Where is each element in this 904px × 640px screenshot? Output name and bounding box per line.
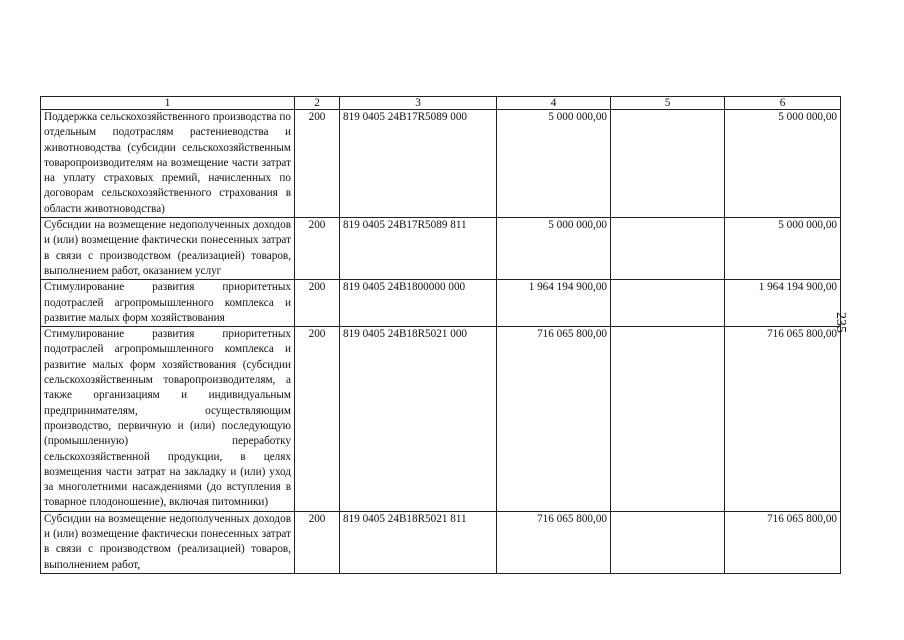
table-header-row [41,97,841,110]
budget-table [40,96,841,574]
column-header: 4 [497,97,611,110]
table-row [41,280,841,327]
row-amount-col6: 5 000 000,00 [725,110,841,218]
row-amount-col4: 716 065 800,00 [497,511,611,573]
row-gr-code: 200 [295,280,340,327]
row-description: Субсидии на возмещение недополученных доходов и (или) возмещение фактически понесенных затрат в связи с производством (реализацией) товаров, выполнением работ, [41,511,295,573]
row-gr-code: 200 [295,327,340,512]
row-amount-col5 [611,327,725,512]
column-header: 6 [725,97,841,110]
row-amount-col5 [611,511,725,573]
row-gr-code: 200 [295,511,340,573]
page-bottom-margin [0,605,904,640]
row-gr-code: 200 [295,218,340,280]
row-amount-col6: 1 964 194 900,00 [725,280,841,327]
row-budget-code: 819 0405 24B17R5089 000 [340,110,497,218]
column-header: 2 [295,97,340,110]
row-budget-code: 819 0405 24B1800000 000 [340,280,497,327]
table-row [41,327,841,512]
page-number: 235 [833,312,848,333]
row-budget-code: 819 0405 24B17R5089 811 [340,218,497,280]
row-amount-col5 [611,110,725,218]
row-description: Стимулирование развития приоритетных подотраслей агропромышленного комплекса и развитие малых форм хозяйствования [41,280,295,327]
row-amount-col4: 1 964 194 900,00 [497,280,611,327]
row-amount-col6: 5 000 000,00 [725,218,841,280]
row-amount-col4: 716 065 800,00 [497,327,611,512]
table-row [41,511,841,573]
column-header: 5 [611,97,725,110]
table-row [41,218,841,280]
row-amount-col4: 5 000 000,00 [497,110,611,218]
row-budget-code: 819 0405 24B18R5021 811 [340,511,497,573]
row-amount-col6: 716 065 800,00 [725,327,841,512]
column-header: 1 [41,97,295,110]
row-amount-col5 [611,280,725,327]
row-amount-col4: 5 000 000,00 [497,218,611,280]
column-header: 3 [340,97,497,110]
table-row [41,110,841,218]
row-amount-col5 [611,218,725,280]
row-description: Стимулирование развития приоритетных подотраслей агропромышленного комплекса и развитие малых форм хозяйствования (субсидии сельскохозяйственным товаропроизводителям, а также организациям и индивидуальным предпринимателям, осуществляющим производство, первичную и (или) последующую (промышленную) переработку сельскохозяйственной продукции, в целях возмещения части затрат на закладку и (или) уход за многолетними насаждениями (до вступления в товарное плодоношение), включая питомники) [41,327,295,512]
row-amount-col6: 716 065 800,00 [725,511,841,573]
row-budget-code: 819 0405 24B18R5021 000 [340,327,497,512]
row-description: Поддержка сельскохозяйственного производства по отдельным подотраслям растениеводства и животноводства (субсидии сельскохозяйственным товаропроизводителям на возмещение части затрат на уплату страховых премий, начисленных по договорам сельскохозяйственного страхования в области животноводства) [41,110,295,218]
row-gr-code: 200 [295,110,340,218]
row-description: Субсидии на возмещение недополученных доходов и (или) возмещение фактически понесенных затрат в связи с производством (реализацией) товаров, выполнением работ, оказанием услуг [41,218,295,280]
